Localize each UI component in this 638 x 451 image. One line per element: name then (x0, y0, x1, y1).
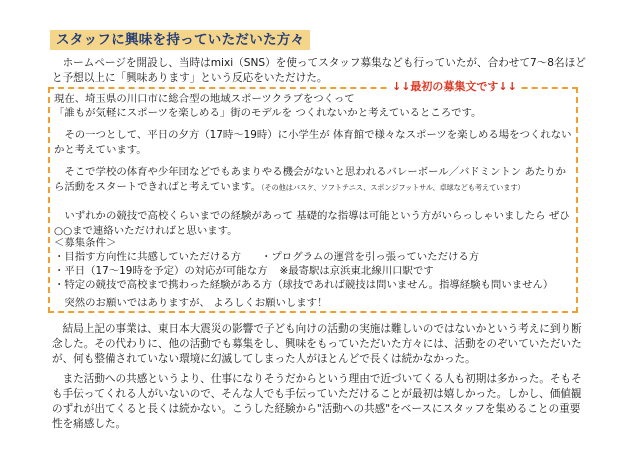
recruit-p2: その一つとして、平日の夕方（17時～19時）に小学生が 体育館で様々なスポーツを楽しめる場をつくれないかと考えています。 (54, 129, 572, 156)
recruit-p4: いずれかの競技で高校くらいまでの経験があって 基礎的な指導は可能という方がいらっしゃいましたら ぜひ○○まで連絡いただければと思います。 (54, 210, 570, 237)
condition-2b: ※最寄駅は京浜東北線川口駅です (279, 265, 434, 277)
condition-1b: ・プログラムの運営を引っ張っていただける方 (261, 251, 480, 263)
result-paragraph-1: 結局上記の事業は、東日本大震災の影響で子ども向けの活動の実施は難しいのではないかという考えに到り断念した。その代わりに、他の活動でも募集をし、興味をもっていただいた方々には、活動をのぞいていただいたが、何も整備されていない環境に幻滅してしまった人がほとんどで長くは続かなかった。 (52, 323, 582, 365)
result-paragraph-2: また活動への共感というより、仕事になりそうだからという理由で近づいてくる人も初期は多かった。そもそも手伝ってくれる人がいないので、そんな人でも手伝っていただけることが最初は嬉しかった。しかし、価値観のずれが出てくると長くは続かない。こうした経験から"活動への共感"をベースにスタッフを集めることの重要性を痛感した。 (52, 373, 582, 430)
recruit-p1-line2: 「誰もが気軽にスポーツを楽しめる」街のモデルを つくれないかと考えているところです。 (54, 107, 482, 119)
condition-line-2 (54, 264, 574, 279)
closing-line: 突然のお願いではありますが、 よろしくお願いします！ (64, 297, 328, 309)
recruit-p3-main: そこで学校の体育や少年団などでもあまりやる機会がないと思われるバレーボール／バドミントン あたりから活動をスタートできればと考えています。 (54, 166, 567, 193)
recruit-p3 (54, 165, 574, 195)
section-heading: スタッフに興味を持っていただいた方々 (50, 30, 310, 50)
intro-paragraph: ホームページを開設し、当時はmixi（SNS）を使ってスタッフ募集なども行っていたが、合わせて7～8名ほどと予想以上に「興味あります」という反応をいただけた。 (52, 57, 586, 84)
callout-label: ↓↓最初の募集文です↓↓ (388, 80, 521, 94)
condition-line-1 (54, 250, 574, 265)
recruit-p1-line1: 現在、埼玉県の川口市に総合型の地域スポーツクラブをつくって (54, 93, 355, 105)
conditions-header: ＜募集条件＞ (54, 237, 117, 249)
condition-2a: ・平日（17～19時を予定）の対応が可能な方 (54, 265, 268, 277)
condition-line-3: ・特定の競技で高校まで携わった経験がある方（球技であれば競技は問いません。指導経験も問いません） (54, 279, 554, 291)
recruit-p3-note: （その他はバスケ、ソフトテニス、スポンジフットサル、卓球なども考えています） (260, 182, 525, 192)
condition-1a: ・目指す方向性に共感していただける方 (54, 251, 242, 263)
